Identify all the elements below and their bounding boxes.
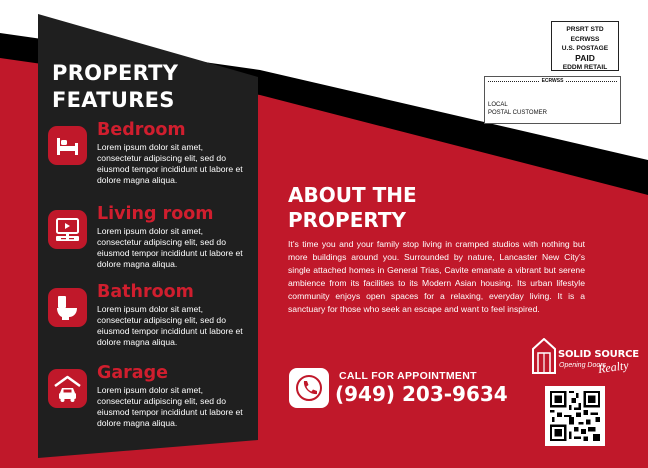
feature-description: Lorem ipsum dolor sit amet, consectetur adipiscing elit, sed do eiusmod tempor incididunt ut labore et dolore magna aliqua. [97, 226, 243, 269]
qr-code[interactable] [545, 386, 605, 446]
address-lines: LOCAL POSTAL CUSTOMER [488, 102, 547, 116]
feature-name: Bathroom [97, 282, 194, 302]
toilet-icon [48, 288, 87, 327]
logo-name: SOLID SOURCE [558, 349, 639, 360]
house-logo-icon [532, 338, 556, 374]
feature-description: Lorem ipsum dolor sit amet, consectetur adipiscing elit, sed do eiusmod tempor incididunt ut labore et dolore magna aliqua. [97, 304, 243, 347]
car-garage-icon [48, 369, 87, 408]
postage-indicia: PRSRT STD ECRWSS U.S. POSTAGE PAID EDDM RETAIL [551, 21, 619, 71]
bed-icon [48, 126, 87, 165]
about-title: ABOUT THE PROPERTY [288, 183, 417, 232]
address-block [484, 76, 621, 124]
solid-source-logo [528, 338, 638, 382]
logo-tagline: Opening Doors [559, 362, 607, 369]
address-header: ECRWSS [541, 78, 564, 84]
call-label: CALL FOR APPOINTMENT [339, 370, 477, 382]
features-title: PROPERTY FEATURES [52, 61, 179, 112]
logo-realty: Realty [597, 357, 630, 377]
phone-icon [289, 368, 329, 408]
feature-name: Bedroom [97, 120, 186, 140]
feature-name: Living room [97, 204, 214, 224]
feature-name: Garage [97, 363, 169, 383]
feature-description: Lorem ipsum dolor sit amet, consectetur adipiscing elit, sed do eiusmod tempor incididunt ut labore et dolore magna aliqua. [97, 142, 243, 185]
about-body: It’s time you and your family stop living in cramped studios with nothing but more buildings around you. Surrounded by nature, Lancaster New City’s single attached homes in General Trias, Cavite emanate a vibrant but serene ambience from its facilities to its Modern Asian housing. Its urban lifestyle community enjoys open spaces for a relaxing, everyday living. It is a sanctuary for those who seek an escape and want to feel inspired. [288, 239, 585, 314]
phone-number: (949) 203-9634 [335, 382, 508, 406]
feature-description: Lorem ipsum dolor sit amet, consectetur adipiscing elit, sed do eiusmod tempor incididunt ut labore et dolore magna aliqua. [97, 385, 243, 428]
tv-icon [48, 210, 87, 249]
